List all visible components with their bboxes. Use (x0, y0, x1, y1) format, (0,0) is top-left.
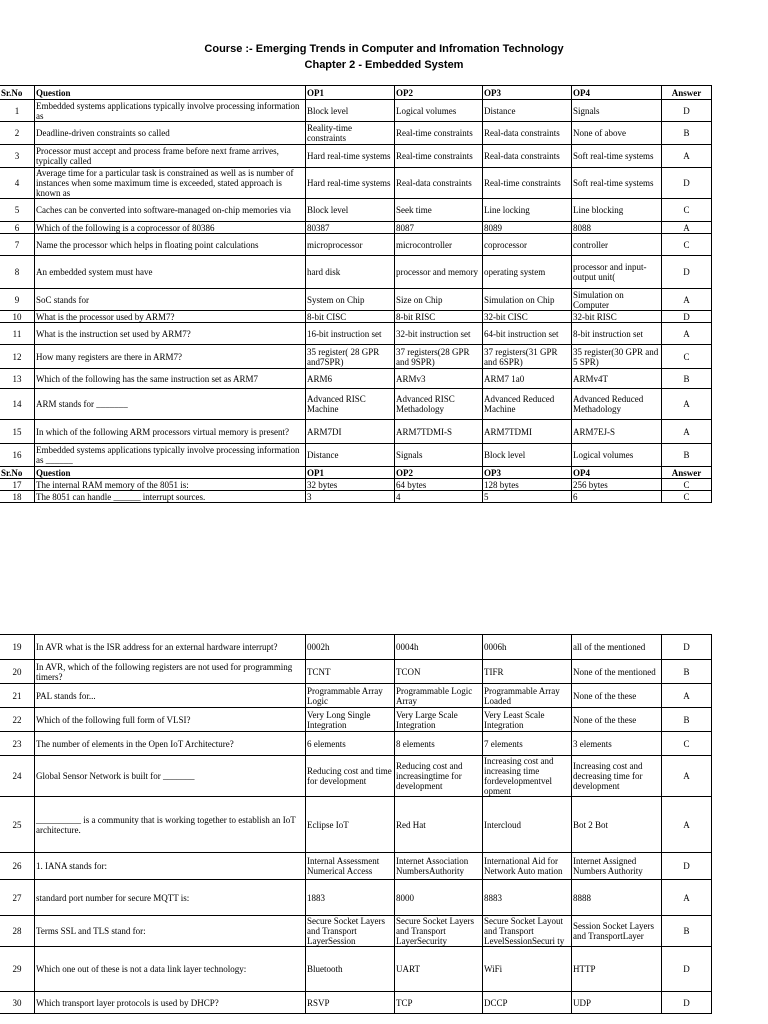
question-cell: Question (35, 467, 306, 479)
option-1-cell: 6 elements (306, 732, 395, 756)
option-4-cell: 35 register(30 GPR and 5 SPR) (572, 345, 662, 369)
option-2-cell: UART (395, 947, 483, 992)
option-3-cell: OP3 (483, 467, 572, 479)
option-4-cell: HTTP (572, 947, 662, 992)
answer-cell: D (662, 947, 712, 992)
question-cell: Caches can be converted into software-managed on-chip memories via (35, 199, 306, 222)
serial-number-cell: 2 (0, 122, 35, 145)
option-2-cell: Reducing cost and increasingtime for development (395, 756, 483, 797)
serial-number-cell: Sr.No (0, 86, 35, 100)
serial-number-cell: 23 (0, 732, 35, 756)
serial-number-cell: 13 (0, 369, 35, 389)
serial-number-cell: 22 (0, 708, 35, 732)
option-1-cell: Bluetooth (306, 947, 395, 992)
serial-number-cell: 6 (0, 222, 35, 234)
option-3-cell: Real-data constraints (483, 145, 572, 168)
option-3-cell: OP3 (483, 86, 572, 100)
option-1-cell: 0002h (306, 635, 395, 660)
question-cell: Which one out of these is not a data link layer technology: (35, 947, 306, 992)
option-1-cell: Internal Assessment Numerical Access (306, 853, 395, 880)
option-1-cell: Block level (306, 199, 395, 222)
option-2-cell: Real-time constraints (395, 145, 483, 168)
question-cell: Which of the following is a coprocessor of 80386 (35, 222, 306, 234)
option-1-cell: Hard real-time systems (306, 168, 395, 199)
option-4-cell: None of the these (572, 684, 662, 708)
option-3-cell: Distance (483, 100, 572, 122)
option-4-cell: ARM7EJ-S (572, 420, 662, 444)
question-cell: Average time for a particular task is constrained as well as is number of instances when some maximum time is exceeded, stated approach is known as (35, 168, 306, 199)
serial-number-cell: 16 (0, 444, 35, 467)
option-1-cell: OP1 (306, 467, 395, 479)
table-header-row (0, 86, 712, 100)
question-cell: SoC stands for (35, 289, 306, 311)
option-2-cell: Real-time constraints (395, 122, 483, 145)
option-4-cell: processor and input-output unit( (572, 256, 662, 289)
option-4-cell: Soft real-time systems (572, 168, 662, 199)
table-row (0, 323, 712, 345)
option-3-cell: 128 bytes (483, 479, 572, 491)
question-cell: Global Sensor Network is built for _______ (35, 756, 306, 797)
option-2-cell: Size on Chip (395, 289, 483, 311)
table-row (0, 289, 712, 311)
option-1-cell: TCNT (306, 660, 395, 684)
option-2-cell: 37 registers(28 GPR and 9SPR) (395, 345, 483, 369)
table-header-row (0, 467, 712, 479)
serial-number-cell: 11 (0, 323, 35, 345)
option-3-cell: 8883 (483, 880, 572, 916)
question-table-1 (0, 85, 712, 503)
question-cell: Deadline-driven constraints so called (35, 122, 306, 145)
answer-cell: B (662, 708, 712, 732)
answer-cell: C (662, 234, 712, 256)
table-row (0, 797, 712, 853)
answer-cell: B (662, 916, 712, 947)
answer-cell: Answer (662, 467, 712, 479)
option-2-cell: 8087 (395, 222, 483, 234)
question-cell: Which of the following full form of VLSI? (35, 708, 306, 732)
serial-number-cell: 15 (0, 420, 35, 444)
option-3-cell: 37 registers(31 GPR and 6SPR) (483, 345, 572, 369)
table-row (0, 256, 712, 289)
question-cell: PAL stands for... (35, 684, 306, 708)
option-3-cell: DCCP (483, 992, 572, 1014)
option-2-cell: 32-bit instruction set (395, 323, 483, 345)
option-4-cell: 256 bytes (572, 479, 662, 491)
serial-number-cell: 5 (0, 199, 35, 222)
option-3-cell: ARM7TDMI (483, 420, 572, 444)
option-1-cell: OP1 (306, 86, 395, 100)
option-1-cell: ARM7DI (306, 420, 395, 444)
question-cell: 1. IANA stands for: (35, 853, 306, 880)
answer-cell: D (662, 853, 712, 880)
answer-cell: A (662, 420, 712, 444)
serial-number-cell: 18 (0, 491, 35, 503)
table-row (0, 853, 712, 880)
option-3-cell: Advanced Reduced Machine (483, 389, 572, 420)
table-row (0, 122, 712, 145)
serial-number-cell: 21 (0, 684, 35, 708)
table-row (0, 311, 712, 323)
option-4-cell: Session Socket Layers and TransportLayer (572, 916, 662, 947)
question-cell: In which of the following ARM processors virtual memory is present? (35, 420, 306, 444)
table-row (0, 389, 712, 420)
option-2-cell: ARM7TDMI-S (395, 420, 483, 444)
option-3-cell: 64-bit instruction set (483, 323, 572, 345)
option-2-cell: Seek time (395, 199, 483, 222)
question-cell: What is the processor used by ARM7? (35, 311, 306, 323)
answer-cell: A (662, 389, 712, 420)
option-2-cell: Very Large Scale Integration (395, 708, 483, 732)
question-cell: Terms SSL and TLS stand for: (35, 916, 306, 947)
table-row (0, 222, 712, 234)
option-4-cell: Soft real-time systems (572, 145, 662, 168)
option-4-cell: Simulation on Computer (572, 289, 662, 311)
option-2-cell: Advanced RISC Methadology (395, 389, 483, 420)
serial-number-cell: 4 (0, 168, 35, 199)
option-4-cell: 8-bit instruction set (572, 323, 662, 345)
option-1-cell: 1883 (306, 880, 395, 916)
question-cell: Embedded systems applications typically involve processing information as (35, 100, 306, 122)
option-1-cell: Eclipse IoT (306, 797, 395, 853)
question-cell: The number of elements in the Open IoT Architecture? (35, 732, 306, 756)
table-row (0, 684, 712, 708)
serial-number-cell: 19 (0, 635, 35, 660)
option-3-cell: 5 (483, 491, 572, 503)
answer-cell: C (662, 732, 712, 756)
option-2-cell: Signals (395, 444, 483, 467)
option-3-cell: Programmable Array Loaded (483, 684, 572, 708)
answer-cell: A (662, 684, 712, 708)
option-3-cell: WiFi (483, 947, 572, 992)
option-2-cell: Secure Socket Layers and Transport LayerSecurity (395, 916, 483, 947)
serial-number-cell: 25 (0, 797, 35, 853)
serial-number-cell: 24 (0, 756, 35, 797)
course-title: Course :- Emerging Trends in Computer and Infromation Technology (204, 43, 564, 55)
serial-number-cell: 30 (0, 992, 35, 1014)
option-1-cell: 16-bit instruction set (306, 323, 395, 345)
option-1-cell: ARM6 (306, 369, 395, 389)
option-2-cell: 64 bytes (395, 479, 483, 491)
option-1-cell: hard disk (306, 256, 395, 289)
answer-cell: C (662, 479, 712, 491)
answer-cell: Answer (662, 86, 712, 100)
option-4-cell: controller (572, 234, 662, 256)
answer-cell: A (662, 145, 712, 168)
question-table-2 (0, 634, 712, 1014)
answer-cell: C (662, 199, 712, 222)
option-2-cell: 8 elements (395, 732, 483, 756)
answer-cell: A (662, 222, 712, 234)
option-1-cell: Secure Socket Layers and Transport LayerSession (306, 916, 395, 947)
answer-cell: A (662, 880, 712, 916)
option-1-cell: 3 (306, 491, 395, 503)
answer-cell: C (662, 345, 712, 369)
answer-cell: B (662, 660, 712, 684)
option-2-cell: 8000 (395, 880, 483, 916)
option-2-cell: Internet Association NumbersAuthority (395, 853, 483, 880)
table-row (0, 635, 712, 660)
table-row (0, 660, 712, 684)
answer-cell: D (662, 100, 712, 122)
question-cell: standard port number for secure MQTT is: (35, 880, 306, 916)
option-3-cell: Block level (483, 444, 572, 467)
option-4-cell: 32-bit RISC (572, 311, 662, 323)
table-row (0, 420, 712, 444)
answer-cell: D (662, 311, 712, 323)
option-3-cell: ARM7 1a0 (483, 369, 572, 389)
answer-cell: B (662, 122, 712, 145)
option-2-cell: 8-bit RISC (395, 311, 483, 323)
serial-number-cell: 1 (0, 100, 35, 122)
option-4-cell: all of the mentioned (572, 635, 662, 660)
option-1-cell: RSVP (306, 992, 395, 1014)
serial-number-cell: 8 (0, 256, 35, 289)
option-3-cell: 8089 (483, 222, 572, 234)
question-cell: In AVR, which of the following registers are not used for programming timers? (35, 660, 306, 684)
option-1-cell: Block level (306, 100, 395, 122)
table-row (0, 100, 712, 122)
serial-number-cell: 28 (0, 916, 35, 947)
option-4-cell: UDP (572, 992, 662, 1014)
question-cell: Processor must accept and process frame before next frame arrives, typically called (35, 145, 306, 168)
table-row (0, 732, 712, 756)
option-2-cell: processor and memory (395, 256, 483, 289)
option-2-cell: 0004h (395, 635, 483, 660)
serial-number-cell: 10 (0, 311, 35, 323)
question-cell: An embedded system must have (35, 256, 306, 289)
table-row (0, 345, 712, 369)
option-1-cell: 35 register( 28 GPR and7SPR) (306, 345, 395, 369)
option-1-cell: Programmable Array Logic (306, 684, 395, 708)
answer-cell: A (662, 323, 712, 345)
option-4-cell: 8888 (572, 880, 662, 916)
option-1-cell: 8-bit CISC (306, 311, 395, 323)
table-row (0, 491, 712, 503)
option-3-cell: Intercloud (483, 797, 572, 853)
option-1-cell: microprocessor (306, 234, 395, 256)
question-cell: Embedded systems applications typically involve processing information as ______ (35, 444, 306, 467)
answer-cell: A (662, 756, 712, 797)
serial-number-cell: 26 (0, 853, 35, 880)
option-3-cell: 32-bit CISC (483, 311, 572, 323)
question-cell: Name the processor which helps in floating point calculations (35, 234, 306, 256)
option-4-cell: Bot 2 Bot (572, 797, 662, 853)
table-row (0, 234, 712, 256)
option-3-cell: International Aid for Network Auto mation (483, 853, 572, 880)
question-cell: Which transport layer protocols is used by DHCP? (35, 992, 306, 1014)
question-cell: The 8051 can handle ______ interrupt sources. (35, 491, 306, 503)
option-3-cell: 7 elements (483, 732, 572, 756)
question-cell: ARM stands for _______ (35, 389, 306, 420)
option-4-cell: None of above (572, 122, 662, 145)
option-3-cell: coprocessor (483, 234, 572, 256)
option-1-cell: Hard real-time systems (306, 145, 395, 168)
question-cell: __________ is a community that is working together to establish an IoT architecture. (35, 797, 306, 853)
answer-cell: D (662, 635, 712, 660)
answer-cell: B (662, 444, 712, 467)
answer-cell: A (662, 797, 712, 853)
option-1-cell: System on Chip (306, 289, 395, 311)
option-1-cell: Advanced RISC Machine (306, 389, 395, 420)
option-3-cell: 0006h (483, 635, 572, 660)
table-row (0, 369, 712, 389)
option-1-cell: Very Long Single Integration (306, 708, 395, 732)
serial-number-cell: 27 (0, 880, 35, 916)
option-4-cell: None of the these (572, 708, 662, 732)
question-cell: What is the instruction set used by ARM7? (35, 323, 306, 345)
serial-number-cell: Sr.No (0, 467, 35, 479)
option-3-cell: Real-data constraints (483, 122, 572, 145)
option-2-cell: OP2 (395, 467, 483, 479)
answer-cell: B (662, 369, 712, 389)
answer-cell: C (662, 491, 712, 503)
serial-number-cell: 3 (0, 145, 35, 168)
answer-cell: A (662, 289, 712, 311)
serial-number-cell: 17 (0, 479, 35, 491)
serial-number-cell: 29 (0, 947, 35, 992)
table-row (0, 145, 712, 168)
table-row (0, 444, 712, 467)
option-2-cell: 4 (395, 491, 483, 503)
question-cell: The internal RAM memory of the 8051 is: (35, 479, 306, 491)
table-row (0, 168, 712, 199)
option-4-cell: OP4 (572, 467, 662, 479)
serial-number-cell: 14 (0, 389, 35, 420)
option-2-cell: ARMv3 (395, 369, 483, 389)
option-1-cell: Reality-time constraints (306, 122, 395, 145)
option-2-cell: microcontroller (395, 234, 483, 256)
option-3-cell: Real-time constraints (483, 168, 572, 199)
option-4-cell: Increasing cost and decreasing time for development (572, 756, 662, 797)
option-4-cell: 6 (572, 491, 662, 503)
option-2-cell: Red Hat (395, 797, 483, 853)
table-row (0, 756, 712, 797)
option-2-cell: Real-data constraints (395, 168, 483, 199)
option-4-cell: 3 elements (572, 732, 662, 756)
option-3-cell: Secure Socket Layout and Transport LevelSessionSecuri ty (483, 916, 572, 947)
answer-cell: D (662, 992, 712, 1014)
serial-number-cell: 7 (0, 234, 35, 256)
serial-number-cell: 9 (0, 289, 35, 311)
question-cell: How many registers are there in ARM7? (35, 345, 306, 369)
option-3-cell: Line locking (483, 199, 572, 222)
table-row (0, 947, 712, 992)
option-4-cell: 8088 (572, 222, 662, 234)
answer-cell: D (662, 168, 712, 199)
option-2-cell: OP2 (395, 86, 483, 100)
option-3-cell: Increasing cost and increasing time fordevelopmentvel opment (483, 756, 572, 797)
table-row (0, 479, 712, 491)
answer-cell: D (662, 256, 712, 289)
option-4-cell: Logical volumes (572, 444, 662, 467)
option-1-cell: 80387 (306, 222, 395, 234)
option-2-cell: Programmable Logic Array (395, 684, 483, 708)
option-4-cell: Line blocking (572, 199, 662, 222)
question-cell: Question (35, 86, 306, 100)
option-2-cell: Logical volumes (395, 100, 483, 122)
serial-number-cell: 12 (0, 345, 35, 369)
option-3-cell: Very Least Scale Integration (483, 708, 572, 732)
option-2-cell: TCP (395, 992, 483, 1014)
option-4-cell: None of the mentioned (572, 660, 662, 684)
option-3-cell: operating system (483, 256, 572, 289)
option-4-cell: ARMv4T (572, 369, 662, 389)
option-2-cell: TCON (395, 660, 483, 684)
option-3-cell: Simulation on Chip (483, 289, 572, 311)
question-cell: In AVR what is the ISR address for an external hardware interrupt? (35, 635, 306, 660)
option-1-cell: Reducing cost and time for development (306, 756, 395, 797)
option-4-cell: OP4 (572, 86, 662, 100)
chapter-title: Chapter 2 - Embedded System (304, 59, 464, 71)
option-3-cell: TIFR (483, 660, 572, 684)
option-4-cell: Internet Assigned Numbers Authority (572, 853, 662, 880)
option-1-cell: 32 bytes (306, 479, 395, 491)
table-row (0, 992, 712, 1014)
option-4-cell: Advanced Reduced Methadology (572, 389, 662, 420)
table-row (0, 880, 712, 916)
serial-number-cell: 20 (0, 660, 35, 684)
table-row (0, 199, 712, 222)
option-4-cell: Signals (572, 100, 662, 122)
table-row (0, 708, 712, 732)
option-1-cell: Distance (306, 444, 395, 467)
table-row (0, 916, 712, 947)
question-cell: Which of the following has the same instruction set as ARM7 (35, 369, 306, 389)
